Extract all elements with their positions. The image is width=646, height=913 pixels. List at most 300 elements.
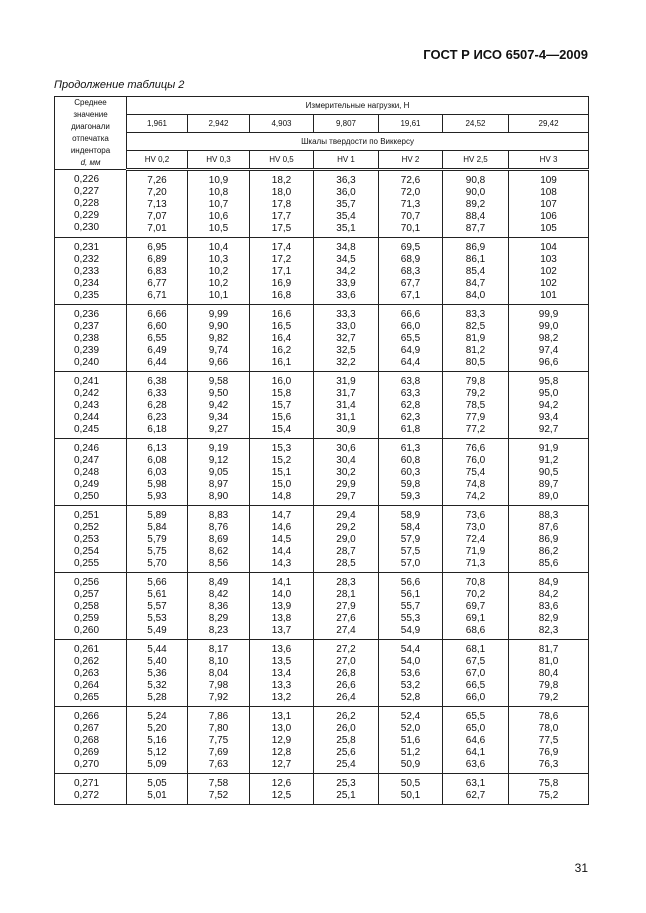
scale-header-cell: HV 0,5: [250, 151, 314, 170]
hardness-value: 70,7: [400, 211, 421, 222]
hardness-value: 90,5: [538, 467, 559, 478]
hardness-value: 80,4: [538, 668, 559, 679]
table-cell: [379, 774, 443, 805]
hardness-value: 83,6: [538, 601, 559, 612]
hardness-value: 103: [540, 254, 557, 265]
hardness-value: 17,2: [271, 254, 292, 265]
hardness-value: 61,3: [400, 443, 421, 454]
hardness-value: 60,8: [400, 455, 421, 466]
hardness-value: 5,84: [147, 522, 167, 533]
diagonal-value: 0,242: [73, 388, 100, 399]
table-row-group: [55, 439, 589, 506]
hardness-value: 7,52: [208, 790, 229, 801]
hardness-value: 17,5: [271, 223, 292, 234]
diagonal-value: 0,231: [73, 242, 100, 253]
hardness-value: 8,23: [208, 625, 229, 636]
hardness-value: 106: [540, 211, 557, 222]
hardness-value: 66,0: [400, 321, 421, 332]
hardness-value: 78,0: [538, 723, 559, 734]
table-cell: [250, 372, 314, 439]
table-cell: [509, 707, 589, 774]
hardness-value: 16,2: [271, 345, 292, 356]
table-cell: [509, 372, 589, 439]
hardness-value: 34,5: [336, 254, 356, 265]
hardness-value: 52,8: [400, 692, 421, 703]
hardness-value: 35,4: [336, 211, 356, 222]
hardness-value: 14,0: [271, 589, 292, 600]
hardness-value: 85,4: [465, 266, 486, 277]
hardness-value: 10,9: [208, 175, 229, 186]
hardness-value: 58,4: [400, 522, 421, 533]
hardness-value: 5,53: [147, 613, 167, 624]
table-cell: [127, 305, 188, 372]
hardness-value: 5,09: [147, 759, 167, 770]
hardness-value: 6,13: [147, 443, 167, 454]
hardness-value: 14,3: [271, 558, 292, 569]
diagonal-value: 0,255: [73, 558, 100, 569]
scale-header-cell: HV 3: [509, 151, 589, 170]
hardness-value: 10,3: [208, 254, 229, 265]
hardness-value: 62,8: [400, 400, 421, 411]
hardness-value: 55,3: [400, 613, 421, 624]
load-header-cell: 9,807: [314, 115, 379, 133]
hardness-value: 27,0: [336, 656, 356, 667]
hardness-value: 8,17: [208, 644, 229, 655]
hardness-value: 9,42: [208, 400, 229, 411]
hardness-value: 9,82: [208, 333, 229, 344]
hardness-value: 5,28: [147, 692, 167, 703]
table-cell: [314, 238, 379, 305]
hardness-value: 76,9: [538, 747, 559, 758]
hardness-value: 14,5: [271, 534, 292, 545]
table-cell: [188, 640, 250, 707]
table-cell: [314, 439, 379, 506]
hardness-value: 68,6: [465, 625, 486, 636]
table-row-group: [55, 506, 589, 573]
diagonal-value: 0,235: [73, 290, 100, 301]
diagonal-value: 0,238: [73, 333, 100, 344]
hardness-value: 82,3: [538, 625, 559, 636]
table-cell: [127, 573, 188, 640]
hardness-value: 99,0: [538, 321, 559, 332]
hardness-value: 29,4: [336, 510, 356, 521]
hardness-value: 33,6: [336, 290, 356, 301]
hardness-value: 63,8: [400, 376, 421, 387]
hardness-value: 6,77: [147, 278, 167, 289]
hardness-value: 34,8: [336, 242, 356, 253]
hardness-value: 54,9: [400, 625, 421, 636]
scales-header: Шкалы твердости по Виккерсу: [127, 133, 589, 151]
table-cell: [443, 707, 509, 774]
table-cell: [379, 707, 443, 774]
table-cell: [314, 707, 379, 774]
diagonal-value: 0,257: [73, 589, 100, 600]
diagonal-value: 0,259: [73, 613, 100, 624]
hardness-value: 5,20: [147, 723, 167, 734]
hardness-value: 6,71: [147, 290, 167, 301]
scale-header-cell: HV 0,3: [188, 151, 250, 170]
hardness-value: 26,8: [336, 668, 356, 679]
diagonal-value: 0,267: [73, 723, 100, 734]
hardness-value: 5,05: [147, 778, 167, 789]
table-cell: [443, 372, 509, 439]
hardness-value: 79,8: [538, 680, 559, 691]
diagonal-value: 0,229: [73, 210, 100, 221]
hardness-value: 18,0: [271, 187, 292, 198]
diagonal-value: 0,230: [73, 222, 100, 233]
table-cell: [379, 439, 443, 506]
hardness-value: 89,0: [538, 491, 559, 502]
table-cell: [509, 170, 589, 238]
hardness-value: 8,76: [208, 522, 229, 533]
diagonal-value: 0,228: [73, 198, 100, 209]
table-cell: [127, 707, 188, 774]
hardness-value: 16,5: [271, 321, 292, 332]
hardness-value: 57,5: [400, 546, 421, 557]
diagonal-value: 0,258: [73, 601, 100, 612]
hardness-value: 72,4: [465, 534, 486, 545]
hardness-value: 30,4: [336, 455, 356, 466]
hardness-value: 70,2: [465, 589, 486, 600]
hardness-value: 65,5: [400, 333, 421, 344]
table-cell: [250, 573, 314, 640]
hardness-value: 81,0: [538, 656, 559, 667]
hardness-value: 50,5: [400, 778, 421, 789]
hardness-value: 35,1: [336, 223, 356, 234]
hardness-value: 8,10: [208, 656, 229, 667]
hardness-value: 74,8: [465, 479, 486, 490]
hardness-value: 64,1: [465, 747, 486, 758]
table-cell: [314, 640, 379, 707]
diagonal-value: 0,226: [73, 174, 100, 185]
diagonal-value: 0,252: [73, 522, 100, 533]
hardness-value: 89,7: [538, 479, 559, 490]
table-cell: [55, 238, 127, 305]
diagonal-value: 0,263: [73, 668, 100, 679]
hardness-value: 34,2: [336, 266, 356, 277]
table-cell: [314, 774, 379, 805]
hardness-value: 14,4: [271, 546, 292, 557]
hardness-value: 29,0: [336, 534, 356, 545]
hardness-value: 14,1: [271, 577, 292, 588]
diagonal-value: 0,253: [73, 534, 100, 545]
hardness-value: 15,0: [271, 479, 292, 490]
table-cell: [443, 439, 509, 506]
hardness-value: 13,5: [271, 656, 292, 667]
hardness-value: 57,9: [400, 534, 421, 545]
hardness-value: 10,7: [208, 199, 229, 210]
hardness-value: 6,66: [147, 309, 167, 320]
diagonal-value: 0,266: [73, 711, 100, 722]
hardness-value: 5,40: [147, 656, 167, 667]
hardness-value: 67,1: [400, 290, 421, 301]
hardness-value: 15,8: [271, 388, 292, 399]
hardness-value: 6,60: [147, 321, 167, 332]
hardness-value: 9,12: [208, 455, 229, 466]
hardness-value: 16,4: [271, 333, 292, 344]
hardness-value: 10,5: [208, 223, 229, 234]
hardness-value: 27,4: [336, 625, 356, 636]
hardness-value: 88,3: [538, 510, 559, 521]
hardness-value: 10,2: [208, 266, 229, 277]
hardness-value: 13,7: [271, 625, 292, 636]
hardness-value: 16,0: [271, 376, 292, 387]
load-header-cell: 1,961: [127, 115, 188, 133]
diagonal-value: 0,244: [73, 412, 100, 423]
hardness-value: 33,0: [336, 321, 356, 332]
hardness-value: 35,7: [336, 199, 356, 210]
hardness-value: 58,9: [400, 510, 421, 521]
diagonal-value: 0,268: [73, 735, 100, 746]
hardness-value: 8,62: [208, 546, 229, 557]
hardness-value: 72,6: [400, 175, 421, 186]
hardness-value: 6,23: [147, 412, 167, 423]
hardness-value: 68,9: [400, 254, 421, 265]
hardness-value: 7,86: [208, 711, 229, 722]
diagonal-value: 0,239: [73, 345, 100, 356]
table-cell: [250, 305, 314, 372]
diagonal-value: 0,271: [73, 778, 100, 789]
hardness-value: 7,92: [208, 692, 229, 703]
hardness-value: 7,26: [147, 175, 167, 186]
hardness-value: 18,2: [271, 175, 292, 186]
hardness-value: 28,1: [336, 589, 356, 600]
table-cell: [443, 640, 509, 707]
hardness-value: 50,9: [400, 759, 421, 770]
hardness-value: 32,2: [336, 357, 356, 368]
hardness-value: 94,2: [538, 400, 559, 411]
hardness-value: 54,0: [400, 656, 421, 667]
hardness-value: 84,2: [538, 589, 559, 600]
hardness-value: 10,4: [208, 242, 229, 253]
hardness-value: 9,58: [208, 376, 229, 387]
diagonal-value: 0,250: [73, 491, 100, 502]
hardness-value: 5,93: [147, 491, 167, 502]
hardness-value: 31,7: [336, 388, 356, 399]
hardness-value: 65,0: [465, 723, 486, 734]
hardness-value: 93,4: [538, 412, 559, 423]
hardness-value: 104: [540, 242, 557, 253]
hardness-value: 16,6: [271, 309, 292, 320]
table-cell: [443, 774, 509, 805]
hardness-value: 91,2: [538, 455, 559, 466]
table-cell: [127, 506, 188, 573]
hardness-value: 66,6: [400, 309, 421, 320]
hardness-value: 71,3: [400, 199, 421, 210]
hardness-value: 54,4: [400, 644, 421, 655]
hardness-value: 36,3: [336, 175, 356, 186]
hardness-value: 68,3: [400, 266, 421, 277]
hardness-value: 6,38: [147, 376, 167, 387]
hardness-value: 7,20: [147, 187, 167, 198]
table-cell: [127, 372, 188, 439]
hardness-value: 25,1: [336, 790, 356, 801]
diagonal-value: 0,241: [73, 376, 100, 387]
hardness-value: 15,3: [271, 443, 292, 454]
table-cell: [443, 305, 509, 372]
hardness-value: 8,42: [208, 589, 229, 600]
hardness-value: 16,8: [271, 290, 292, 301]
hardness-value: 102: [540, 278, 557, 289]
table-cell: [379, 573, 443, 640]
scale-header-cell: HV 2,5: [443, 151, 509, 170]
diagonal-value: 0,260: [73, 625, 100, 636]
hardness-value: 69,5: [400, 242, 421, 253]
diagonal-value: 0,254: [73, 546, 100, 557]
hardness-value: 90,0: [465, 187, 486, 198]
table-cell: [127, 439, 188, 506]
table-cell: [314, 305, 379, 372]
hardness-value: 8,69: [208, 534, 229, 545]
hardness-value: 76,0: [465, 455, 486, 466]
hardness-value: 102: [540, 266, 557, 277]
hardness-value: 7,13: [147, 199, 167, 210]
hardness-value: 76,6: [465, 443, 486, 454]
hardness-value: 15,6: [271, 412, 292, 423]
diagonal-value: 0,227: [73, 186, 100, 197]
table-cell: [314, 372, 379, 439]
diagonal-value: 0,262: [73, 656, 100, 667]
hardness-value: 26,4: [336, 692, 356, 703]
hardness-value: 9,99: [208, 309, 229, 320]
table-cell: [250, 170, 314, 238]
hardness-value: 71,9: [465, 546, 486, 557]
loads-header: Измерительные нагрузки, Н: [127, 97, 589, 115]
hardness-value: 73,0: [465, 522, 486, 533]
hardness-value: 81,9: [465, 333, 486, 344]
diagonal-value: 0,240: [73, 357, 100, 368]
hardness-value: 8,04: [208, 668, 229, 679]
hardness-value: 30,6: [336, 443, 356, 454]
table-row-group: [55, 238, 589, 305]
table-cell: [379, 372, 443, 439]
hardness-value: 8,36: [208, 601, 229, 612]
table-cell: [379, 170, 443, 238]
hardness-value: 8,83: [208, 510, 229, 521]
hardness-value: 74,2: [465, 491, 486, 502]
hardness-value: 96,6: [538, 357, 559, 368]
hardness-value: 63,3: [400, 388, 421, 399]
hardness-value: 5,01: [147, 790, 167, 801]
hardness-value: 10,6: [208, 211, 229, 222]
hardness-value: 59,8: [400, 479, 421, 490]
hardness-value: 62,3: [400, 412, 421, 423]
scale-header-cell: HV 0,2: [127, 151, 188, 170]
hardness-value: 8,49: [208, 577, 229, 588]
table-cell: [509, 573, 589, 640]
table-cell: [188, 439, 250, 506]
hardness-value: 5,89: [147, 510, 167, 521]
hardness-value: 14,6: [271, 522, 292, 533]
hardness-value: 63,1: [465, 778, 486, 789]
diagonal-value: 0,234: [73, 278, 100, 289]
hardness-value: 50,1: [400, 790, 421, 801]
hardness-value: 12,7: [271, 759, 292, 770]
hardness-value: 52,0: [400, 723, 421, 734]
table-cell: [55, 170, 127, 238]
hardness-value: 15,4: [271, 424, 292, 435]
hardness-value: 13,4: [271, 668, 292, 679]
hardness-value: 6,55: [147, 333, 167, 344]
hardness-value: 25,3: [336, 778, 356, 789]
hardness-value: 5,16: [147, 735, 167, 746]
table-row-group: [55, 170, 589, 238]
hardness-value: 7,58: [208, 778, 229, 789]
hardness-value: 84,7: [465, 278, 486, 289]
load-header-cell: 24,52: [443, 115, 509, 133]
hardness-value: 86,1: [465, 254, 486, 265]
table-cell: [250, 774, 314, 805]
hardness-value: 5,57: [147, 601, 167, 612]
hardness-value: 66,5: [465, 680, 486, 691]
hardness-value: 7,75: [208, 735, 229, 746]
diagonal-value: 0,261: [73, 644, 100, 655]
hardness-value: 9,34: [208, 412, 229, 423]
hardness-value: 7,80: [208, 723, 229, 734]
hardness-value: 7,63: [208, 759, 229, 770]
hardness-value: 8,97: [208, 479, 229, 490]
hardness-value: 13,2: [271, 692, 292, 703]
hardness-value: 66,0: [465, 692, 486, 703]
hardness-value: 31,1: [336, 412, 356, 423]
hardness-value: 92,7: [538, 424, 559, 435]
hardness-value: 64,4: [400, 357, 421, 368]
hardness-value: 59,3: [400, 491, 421, 502]
table-cell: [188, 774, 250, 805]
hardness-value: 5,66: [147, 577, 167, 588]
hardness-value: 30,9: [336, 424, 356, 435]
hardness-value: 69,7: [465, 601, 486, 612]
hardness-value: 17,4: [271, 242, 292, 253]
hardness-value: 76,3: [538, 759, 559, 770]
table-cell: [379, 305, 443, 372]
hardness-value: 51,6: [400, 735, 421, 746]
header-line: d, мм: [80, 158, 101, 167]
scale-header-cell: HV 2: [379, 151, 443, 170]
hardness-value: 67,5: [465, 656, 486, 667]
hardness-value: 84,9: [538, 577, 559, 588]
hardness-value: 29,9: [336, 479, 356, 490]
hardness-value: 15,2: [271, 455, 292, 466]
hardness-value: 77,9: [465, 412, 486, 423]
diagonal-value: 0,251: [73, 510, 100, 521]
hardness-value: 71,3: [465, 558, 486, 569]
hardness-value: 13,0: [271, 723, 292, 734]
hardness-value: 5,12: [147, 747, 167, 758]
table-cell: [127, 640, 188, 707]
hardness-value: 12,6: [271, 778, 292, 789]
hardness-value: 14,8: [271, 491, 292, 502]
header-line: значение: [73, 110, 108, 119]
hardness-value: 64,9: [400, 345, 421, 356]
hardness-value: 99,9: [538, 309, 559, 320]
hardness-value: 57,0: [400, 558, 421, 569]
table-cell: [250, 439, 314, 506]
hardness-value: 30,2: [336, 467, 356, 478]
hardness-value: 63,6: [465, 759, 486, 770]
table-row-group: [55, 707, 589, 774]
header-line: индентора: [70, 146, 111, 155]
table-row-group: [55, 305, 589, 372]
table-row-group: [55, 573, 589, 640]
hardness-value: 81,7: [538, 644, 559, 655]
document-title: ГОСТ Р ИСО 6507-4—2009: [423, 47, 588, 62]
table-cell: [127, 238, 188, 305]
hardness-value: 6,89: [147, 254, 167, 265]
load-header-cell: 2,942: [188, 115, 250, 133]
hardness-value: 107: [540, 199, 557, 210]
hardness-value: 77,2: [465, 424, 486, 435]
